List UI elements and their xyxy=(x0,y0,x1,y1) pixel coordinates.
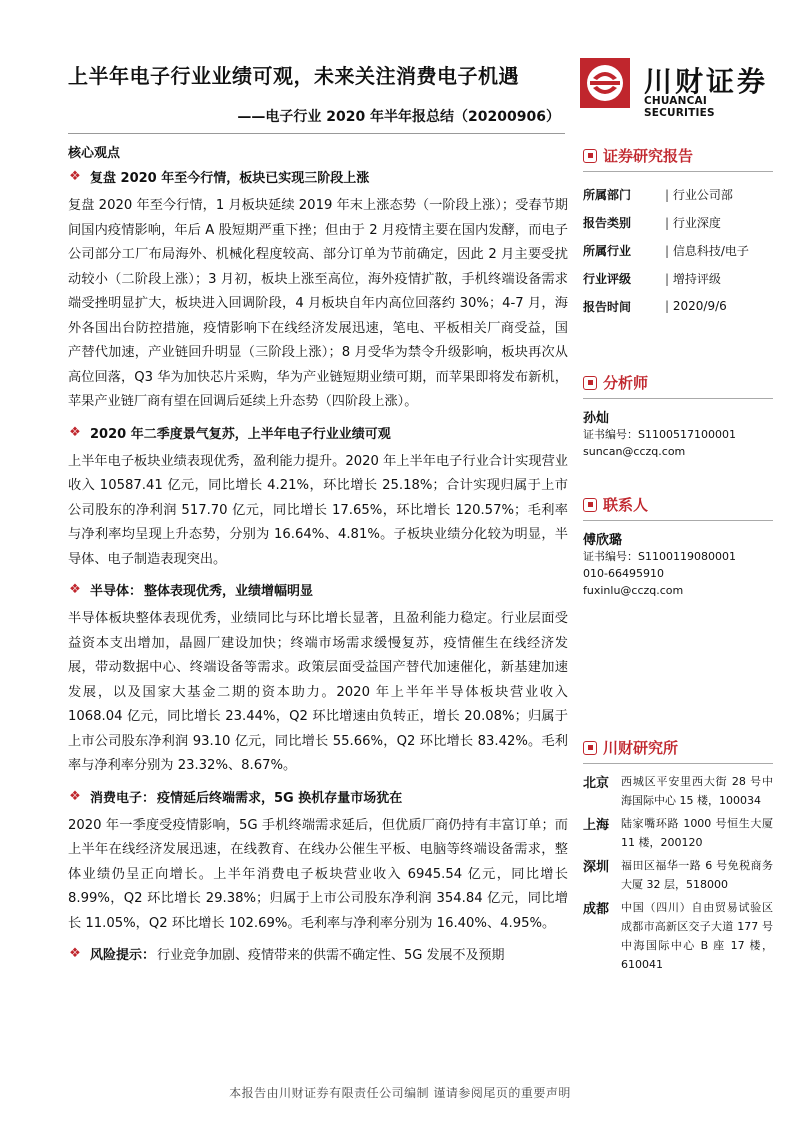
info-row: 报告时间 | 2020/9/6 xyxy=(583,292,773,320)
contact-phone: 010-66495910 xyxy=(583,567,664,580)
office-chengdu xyxy=(583,898,773,974)
office-beijing xyxy=(583,772,773,810)
title-divider xyxy=(68,133,565,134)
square-bullet-icon xyxy=(583,376,597,390)
report-info-heading: 证券研究报告 xyxy=(583,145,773,172)
logo-name: 川财证券 xyxy=(644,65,769,98)
info-row: 所属部门 | 行业公司部 xyxy=(583,180,773,208)
contact-name: 傅欣璐 xyxy=(583,533,623,548)
risk-warning xyxy=(68,944,568,963)
contact-cert: 证书编号：S1100119080001 xyxy=(583,550,736,563)
diamond-bullet-icon: ❖ xyxy=(69,424,81,440)
company-logo xyxy=(580,58,770,119)
square-bullet-icon xyxy=(583,498,597,512)
office-shenzhen xyxy=(583,856,773,894)
risk-text: 行业竞争加剧、疫情带来的供需不确定性、5G 发展不及预期 xyxy=(157,948,505,963)
diamond-bullet-icon: ❖ xyxy=(69,582,81,597)
office-city: 上海 xyxy=(583,818,610,833)
office-address: 陆家嘴环路 1000 号恒生大厦 11 楼，200120 xyxy=(621,817,773,849)
analyst-panel xyxy=(583,372,773,460)
office-address: 福田区福华一路 6 号免税商务大厦 32 层，518000 xyxy=(621,859,773,891)
page-footer: 本报告由川财证券有限责任公司编制 谨请参阅尾页的重要声明 xyxy=(229,1086,571,1100)
section-paragraph: 2020 年一季度受疫情影响，5G 手机终端需求延后，但优质厂商仍持有丰富订单；而上半年在线经济发展迅速，在线教育、在线办公催生平板、电脑等终端设备需求，整体业绩仍呈正向增长。上半年消费电子板块营业收入 6945.54 亿元，同比增长 8.99%，Q2 环比增长 29.38%；归属于上市公司股东净利润 354.84 亿元，同比增长 11.05%，Q2 环比增长 102.69%。毛利率与净利率分别为 16.40%、4.95%。 xyxy=(68,817,568,931)
square-bullet-icon xyxy=(583,741,597,755)
contact-panel xyxy=(583,494,773,599)
section-heading xyxy=(68,167,568,186)
section-label: 半导体： xyxy=(90,584,143,599)
section-paragraph: 上半年电子板块业绩表现优秀，盈利能力提升。2020 年上半年电子行业合计实现营业收入 10587.41 亿元，同比增长 4.21%，环比增长 25.18%；合计实现归属于上市公司股东的净利润 517.70 亿元，同比增长 17.65%，环比增长 120.57%；毛利率与净利率均呈现上升态势，分别为 16.64%、4.81%。子板块业绩分化较为明显，半导体、电子制造表现突出。 xyxy=(68,453,568,567)
office-shanghai xyxy=(583,814,773,852)
office-city: 深圳 xyxy=(583,860,610,875)
diamond-bullet-icon: ❖ xyxy=(69,946,81,961)
key-points-heading: 核心观点 xyxy=(68,146,121,161)
analyst-name: 孙灿 xyxy=(583,411,610,426)
logo-icon xyxy=(580,58,630,108)
info-row: 报告类别 | 行业深度 xyxy=(583,208,773,236)
report-subtitle: ——电子行业 2020 年半年报总结（20200906） xyxy=(237,109,560,125)
analyst-cert: 证书编号：S1100517100001 xyxy=(583,428,736,441)
section-heading xyxy=(68,787,568,806)
institute-heading: 川财研究所 xyxy=(583,737,773,764)
office-city: 成都 xyxy=(583,902,610,917)
analyst-email[interactable]: suncan@cczq.com xyxy=(583,445,686,458)
office-city: 北京 xyxy=(583,776,610,791)
section-label: 消费电子： xyxy=(90,790,156,806)
report-title: 上半年电子行业业绩可观，未来关注消费电子机遇 xyxy=(68,64,519,88)
info-row: 行业评级 | 增持评级 xyxy=(583,264,773,292)
analyst-heading: 分析师 xyxy=(583,372,773,399)
risk-label: 风险提示： xyxy=(90,948,156,963)
info-row: 所属行业 | 信息科技/电子 xyxy=(583,236,773,264)
section-heading xyxy=(68,580,568,599)
report-info-panel xyxy=(583,145,773,320)
main-content xyxy=(68,142,568,963)
office-address: 中国（四川）自由贸易试验区成都市高新区交子大道 177 号中海国际中心 B 座 17 楼，610041 xyxy=(621,901,773,971)
office-address: 西城区平安里西大街 28 号中海国际中心 15 楼，100034 xyxy=(621,775,773,807)
section-title: 疫情延后终端需求，5G 换机存量市场犹在 xyxy=(157,790,403,806)
section-title: 复盘 2020 年至今行情，板块已实现三阶段上涨 xyxy=(90,171,370,186)
institute-panel xyxy=(583,737,773,978)
section-title: 整体表现优秀，业绩增幅明显 xyxy=(144,584,314,599)
contact-heading: 联系人 xyxy=(583,494,773,521)
diamond-bullet-icon: ❖ xyxy=(69,169,81,184)
contact-email[interactable]: fuxinlu@cczq.com xyxy=(583,584,684,597)
section-paragraph: 半导体板块整体表现优秀，业绩同比与环比增长显著，且盈利能力稳定。行业层面受益资本支出增加，晶圆厂建设加快；终端市场需求缓慢复苏，疫情催生在线经济发展，带动数据中心、终端设备等需求。政策层面受益国产替代加速催化，新基建加速发展，以及国家大基金二期的资本助力。2020 年上半年半导体板块营业收入 1068.04 亿元，同比增长 23.44%，Q2 环比增速由负转正，增长 20.08%；归属于上市公司股东净利润 93.10 亿元，同比增长 55.66%，Q2 环比增长 83.42%。毛利率与净利率分别为 23.32%、8.67%。 xyxy=(68,611,568,773)
logo-english-name: CHUANCAI SECURITIES xyxy=(644,95,715,119)
section-heading xyxy=(68,423,568,442)
section-title: 2020 年二季度景气复苏，上半年电子行业业绩可观 xyxy=(90,426,391,442)
square-bullet-icon xyxy=(583,149,597,163)
section-paragraph: 复盘 2020 年至今行情，1 月板块延续 2019 年末上涨态势（一阶段上涨）；受春节期间国内疫情影响，年后 A 股短期严重下挫；但由于 2 月疫情主要在国内发酵，而电子公司部分工厂布局海外、机械化程度较高、部分订单为节前确定，因此 2 月主要受扰动较小（二阶段上涨）；3 月初，板块上涨至高位，海外疫情扩散，手机终端设备需求端受挫明显扩大，板块进入回调阶段，4 月板块自年内高位回落约 30%；4-7 月，海外各国出台防控措施，疫情影响下在线经济发展迅速，笔电、平板相关厂商受益，国产替代加速，产业链回升明显（三阶段上涨）；8 月受华为禁令升级影响，板块再次从高位回落，Q3 华为加快芯片采购，华为产业链短期业绩可期，而苹果即将发布新机，苹果产业链厂商有望在回调后延续上升态势（四阶段上涨）。 xyxy=(68,198,568,409)
diamond-bullet-icon: ❖ xyxy=(69,788,81,804)
